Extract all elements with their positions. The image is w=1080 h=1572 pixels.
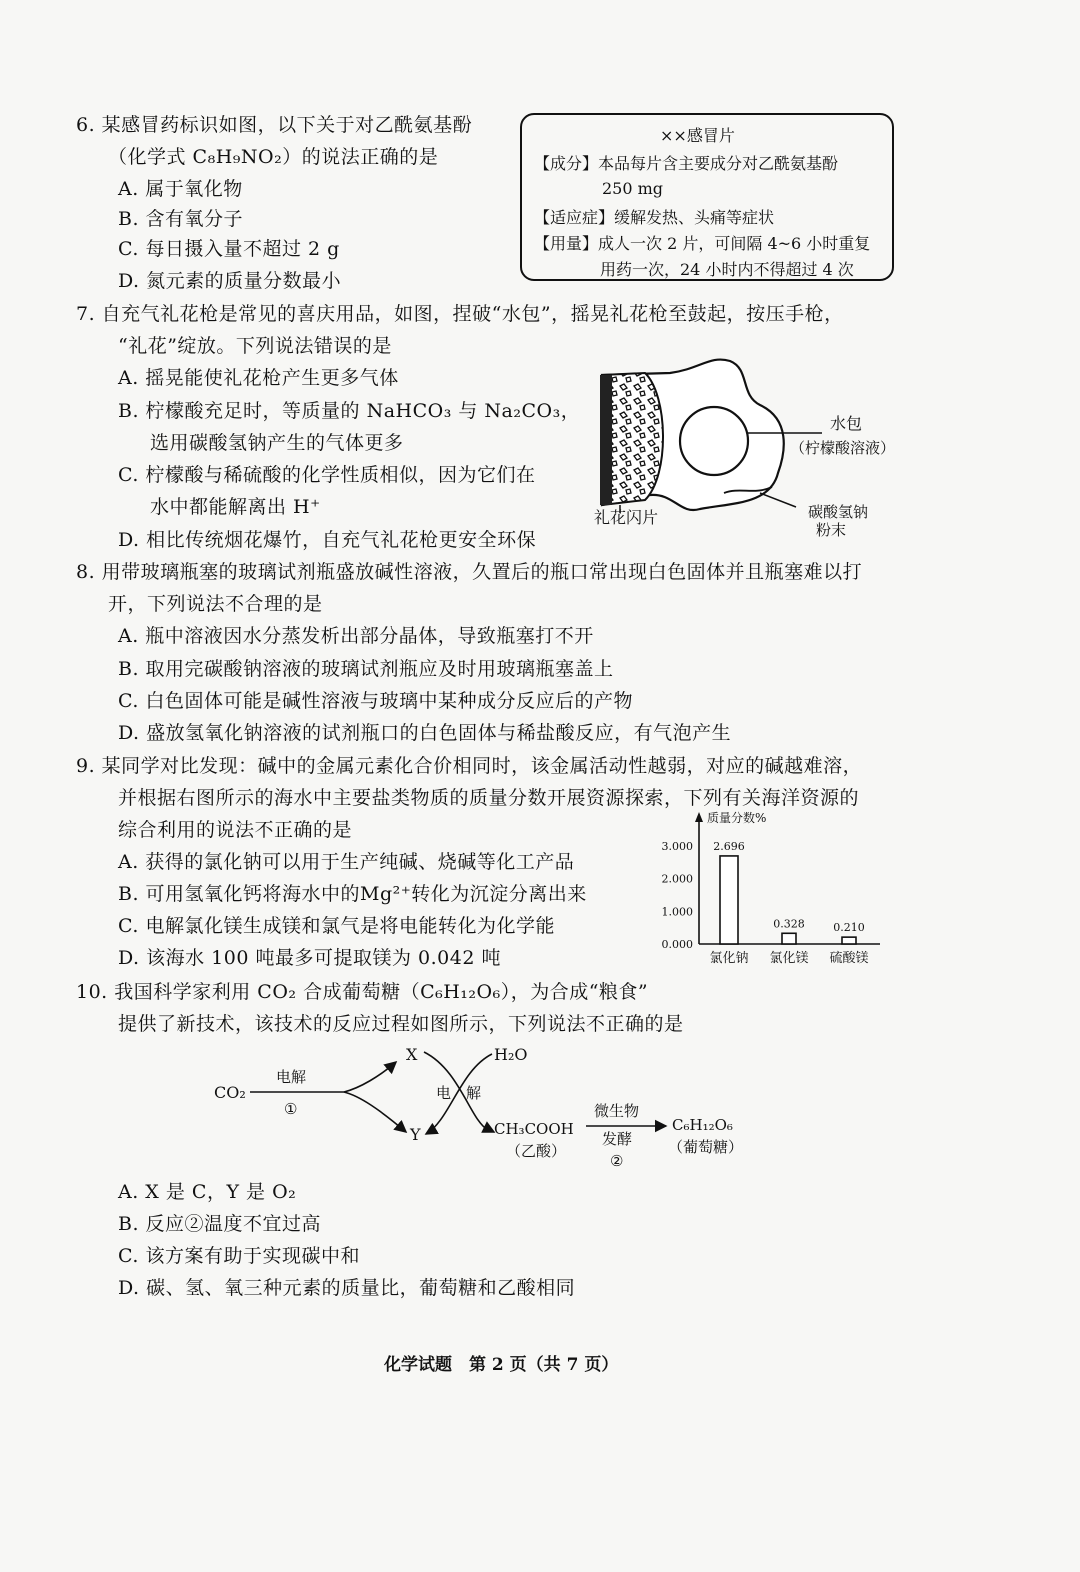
powder-pointer xyxy=(760,493,796,507)
co2-label: CO₂ xyxy=(214,1083,246,1102)
q6-option-d: D. 氮元素的质量分数最小 xyxy=(118,270,342,292)
step1-label: ① xyxy=(284,1100,298,1118)
y-tick-label: 1.000 xyxy=(661,905,693,919)
ferment-label: 发酵 xyxy=(602,1130,633,1148)
bar xyxy=(842,937,856,944)
electrolysis-label: 电解 xyxy=(276,1068,307,1086)
acetic-acid-name: （乙酸） xyxy=(506,1142,567,1160)
y-tick-label: 3.000 xyxy=(661,840,693,853)
q8-option-a: A. 瓶中溶液因水分蒸发析出部分晶体，导致瓶塞打不开 xyxy=(118,625,594,647)
q9-stem-line2: 并根据右图所示的海水中主要盐类物质的质量分数开展资源探索，下列有关海洋资源的 xyxy=(118,787,860,809)
glucose-name: （葡萄糖） xyxy=(668,1138,744,1156)
q10-option-b: B. 反应②温度不宜过高 xyxy=(118,1213,322,1235)
bar-value-label: 0.328 xyxy=(773,917,805,931)
y-axis-label: 质量分数% xyxy=(707,811,767,825)
q10-option-c: C. 该方案有助于实现碳中和 xyxy=(118,1245,360,1267)
medicine-label-box xyxy=(520,113,894,281)
water-bag-label: 水包 xyxy=(830,414,863,433)
electrolysis2-a: 电 xyxy=(436,1084,452,1102)
medicine-label-dose: 250 mg xyxy=(602,179,664,198)
salt-mass-fraction-chart xyxy=(655,810,885,970)
q9-option-b: B. 可用氢氧化钙将海水中的Mg²⁺转化为沉淀分离出来 xyxy=(118,883,587,905)
q9-stem-line3: 综合利用的说法不正确的是 xyxy=(118,819,353,841)
bar xyxy=(782,933,796,944)
confetti-gun-figure xyxy=(590,355,920,545)
y-tick-label: 0.000 xyxy=(661,938,693,951)
q9-option-c: C. 电解氯化镁生成镁和氯气是将电能转化为化学能 xyxy=(118,915,555,937)
h2o-label: H₂O xyxy=(494,1045,528,1064)
bar-value-label: 2.696 xyxy=(713,839,745,853)
confetti-edge xyxy=(600,375,612,505)
acetic-acid-label: CH₃COOH xyxy=(494,1120,574,1138)
q6-option-b: B. 含有氧分子 xyxy=(118,208,244,230)
q7-option-b-cont: 选用碳酸氢钠产生的气体更多 xyxy=(150,432,404,454)
confetti-label: 礼花闪片 xyxy=(594,508,659,527)
co2-to-glucose-diagram xyxy=(210,1040,770,1170)
q7-option-b: B. 柠檬酸充足时，等质量的 NaHCO₃ 与 Na₂CO₃， xyxy=(118,400,581,422)
q9-stem-line1: 9. 某同学对比发现：碱中的金属元素化合价相同时，该金属活动性越弱，对应的碱越难溶， xyxy=(76,755,863,777)
q10-stem-line1: 10. 我国科学家利用 CO₂ 合成葡萄糖（C₆H₁₂O₆），为合成“粮食” xyxy=(76,981,649,1003)
electrolysis2-b: 解 xyxy=(466,1084,482,1102)
arrow-to-y xyxy=(344,1092,406,1132)
y-axis-arrow xyxy=(695,812,703,822)
y-tick-label: 2.000 xyxy=(661,872,693,886)
page-footer: 化学试题 第 2 页（共 7 页） xyxy=(384,1355,619,1375)
medicine-label-ingredient: 【成分】本品每片含主要成分对乙酰氨基酚 xyxy=(534,154,839,173)
q8-option-d: D. 盛放氢氧化钠溶液的试剂瓶口的白色固体与稀盐酸反应，有气泡产生 xyxy=(118,722,732,744)
q9-option-a: A. 获得的氯化钠可以用于生产纯碱、烧碱等化工产品 xyxy=(118,851,575,873)
medicine-label-usage: 【用量】成人一次 2 片，可间隔 4~6 小时重复 xyxy=(534,234,871,253)
medicine-label-usage-cont: 用药一次，24 小时内不得超过 4 次 xyxy=(600,260,854,279)
q7-option-d: D. 相比传统烟花爆竹，自充气礼花枪更安全环保 xyxy=(118,529,537,551)
q7-option-a: A. 摇晃能使礼花枪产生更多气体 xyxy=(118,367,399,389)
q8-stem-line1: 8. 用带玻璃瓶塞的玻璃试剂瓶盛放碱性溶液，久置后的瓶口常出现白色固体并且瓶塞难以打 xyxy=(76,561,863,583)
x-category-label: 硫酸镁 xyxy=(829,951,869,966)
q7-option-c: C. 柠檬酸与稀硫酸的化学性质相似，因为它们在 xyxy=(118,464,536,486)
q6-stem-line2: （化学式 C₈H₉NO₂）的说法正确的是 xyxy=(108,146,439,168)
bar xyxy=(720,856,738,944)
microbe-label: 微生物 xyxy=(594,1102,640,1120)
step2-label: ② xyxy=(610,1152,624,1170)
q8-option-b: B. 取用完碳酸钠溶液的玻璃试剂瓶应及时用玻璃瓶塞盖上 xyxy=(118,658,614,680)
x-label: X xyxy=(406,1045,418,1064)
medicine-label-title: ××感冒片 xyxy=(660,126,735,145)
q6-stem-line1: 6. 某感冒药标识如图，以下关于对乙酰氨基酚 xyxy=(76,114,473,136)
water-bag-circle xyxy=(680,407,748,475)
q10-option-d: D. 碳、氢、氧三种元素的质量比，葡萄糖和乙酸相同 xyxy=(118,1277,576,1299)
q7-option-c-cont: 水中都能解离出 H⁺ xyxy=(150,496,321,518)
water-bag-sublabel: （柠檬酸溶液） xyxy=(790,439,896,457)
q10-stem-line2: 提供了新技术，该技术的反应过程如图所示，下列说法不正确的是 xyxy=(118,1013,684,1035)
q6-option-c: C. 每日摄入量不超过 2 g xyxy=(118,238,340,260)
bar-value-label: 0.210 xyxy=(833,921,865,935)
q9-option-d: D. 该海水 100 吨最多可提取镁为 0.042 吨 xyxy=(118,947,501,969)
medicine-label-indication: 【适应症】缓解发热、头痛等症状 xyxy=(534,208,775,227)
arrow-to-x xyxy=(344,1062,396,1092)
powder-label-1: 碳酸氢钠 xyxy=(808,503,869,521)
glucose-formula: C₆H₁₂O₆ xyxy=(672,1116,733,1134)
x-category-label: 氯化钠 xyxy=(709,951,749,966)
y-label: Y xyxy=(410,1125,421,1144)
q7-stem-line1: 7. 自充气礼花枪是常见的喜庆用品，如图，捏破“水包”，摇晃礼花枪至鼓起，按压手枪， xyxy=(76,303,844,325)
q10-option-a: A. X 是 C，Y 是 O₂ xyxy=(118,1181,297,1203)
x-category-label: 氯化镁 xyxy=(769,951,809,966)
q8-option-c: C. 白色固体可能是碱性溶液与玻璃中某种成分反应后的产物 xyxy=(118,690,633,712)
q6-option-a: A. 属于氧化物 xyxy=(118,178,243,200)
q7-stem-line2: “礼花”绽放。下列说法错误的是 xyxy=(118,335,392,357)
powder-label-2: 粉末 xyxy=(816,521,847,539)
q8-stem-line2: 开，下列说法不合理的是 xyxy=(108,593,323,615)
